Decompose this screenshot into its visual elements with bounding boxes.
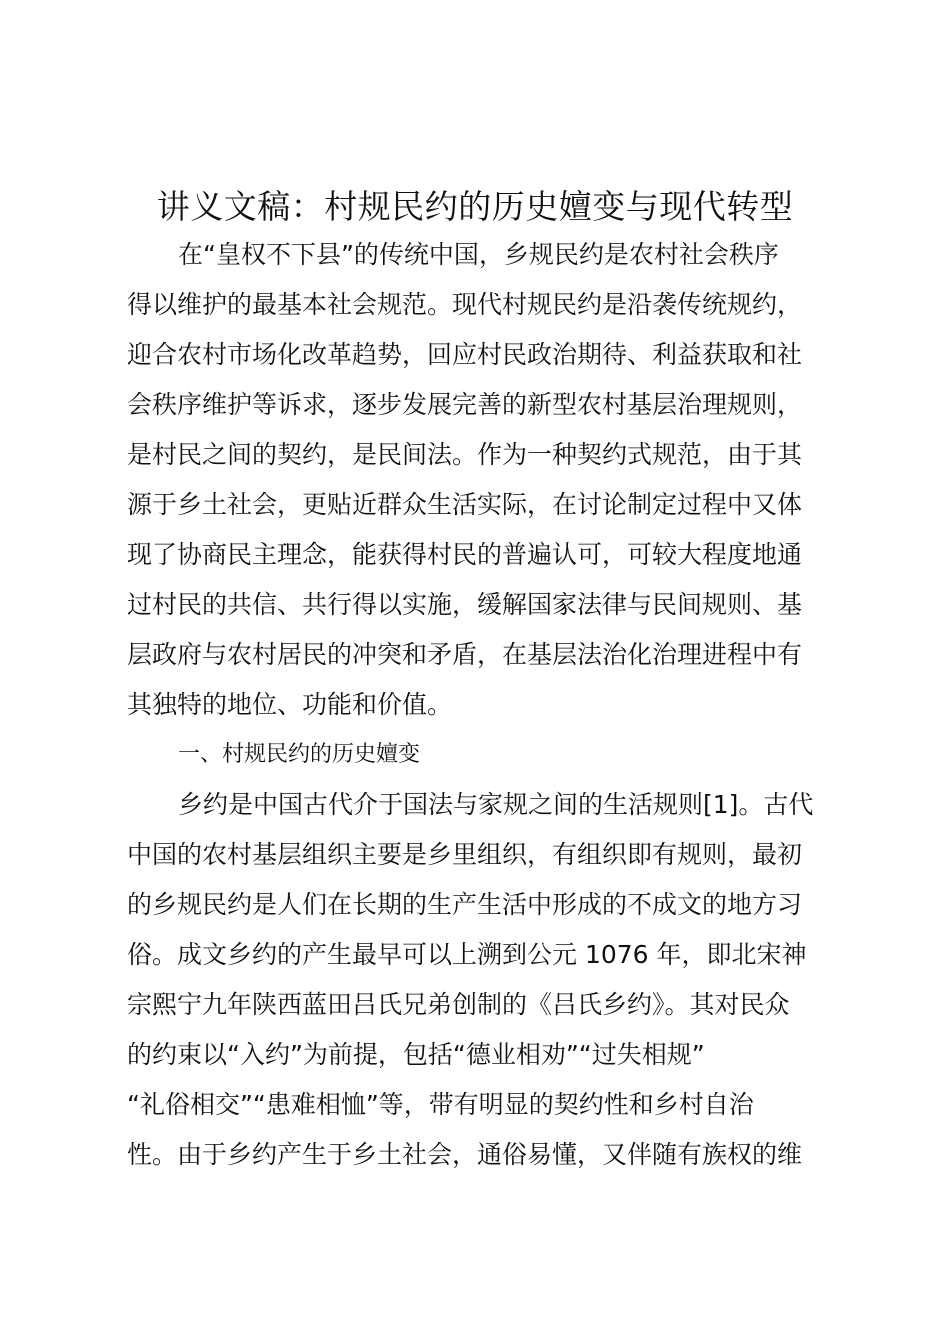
paragraph-line: 的乡规民约是人们在长期的生产生活中形成的不成文的地方习: [127, 890, 803, 919]
paragraph-line: 是村民之间的契约，是民间法。作为一种契约式规范，由于其: [127, 440, 803, 469]
paragraph-line: 源于乡土社会，更贴近群众生活实际，在讨论制定过程中又体: [127, 490, 803, 519]
paragraph-line: 性。由于乡约产生于乡土社会，通俗易懂，又伴随有族权的维: [127, 1140, 803, 1169]
paragraph-line: 层政府与农村居民的冲突和矛盾，在基层法治化治理进程中有: [127, 640, 803, 669]
paragraph-line: 迎合农村市场化改革趋势，回应村民政治期待、利益获取和社: [127, 340, 803, 369]
paragraph-line: 中国的农村基层组织主要是乡里组织，有组织即有规则，最初: [127, 840, 803, 869]
paragraph-line: 其独特的地位、功能和价值。: [127, 690, 453, 719]
paragraph-line: 得以维护的最基本社会规范。现代村规民约是沿袭传统规约，: [127, 290, 803, 319]
paragraph-line: 乡约是中国古代介于国法与家规之间的生活规则[1]。古代: [178, 790, 814, 819]
paragraph-line: 宗熙宁九年陕西蓝田吕氏兄弟创制的《吕氏乡约》。其对民众: [127, 990, 790, 1019]
paragraph-line: 的约束以“入约”为前提，包括“德业相劝”“过失相规”: [127, 1040, 705, 1069]
paragraph-line: 在“皇权不下县”的传统中国，乡规民约是农村社会秩序: [178, 240, 779, 269]
paragraph-line: 现了协商民主理念，能获得村民的普遍认可，可较大程度地通: [127, 540, 803, 569]
document-title: 讲义文稿：村规民约的历史嬗变与现代转型: [156, 187, 794, 226]
section-heading: 一、村规民约的历史嬗变: [178, 742, 421, 767]
paragraph-line: 过村民的共信、共行得以实施，缓解国家法律与民间规则、基: [127, 590, 803, 619]
paragraph-line: “礼俗相交”“患难相恤”等，带有明显的契约性和乡村自治: [127, 1090, 754, 1119]
paragraph-line: 俗。成文乡约的产生最早可以上溯到公元 1076 年，即北宋神: [127, 940, 807, 969]
paragraph-line: 会秩序维护等诉求，逐步发展完善的新型农村基层治理规则，: [127, 390, 803, 419]
